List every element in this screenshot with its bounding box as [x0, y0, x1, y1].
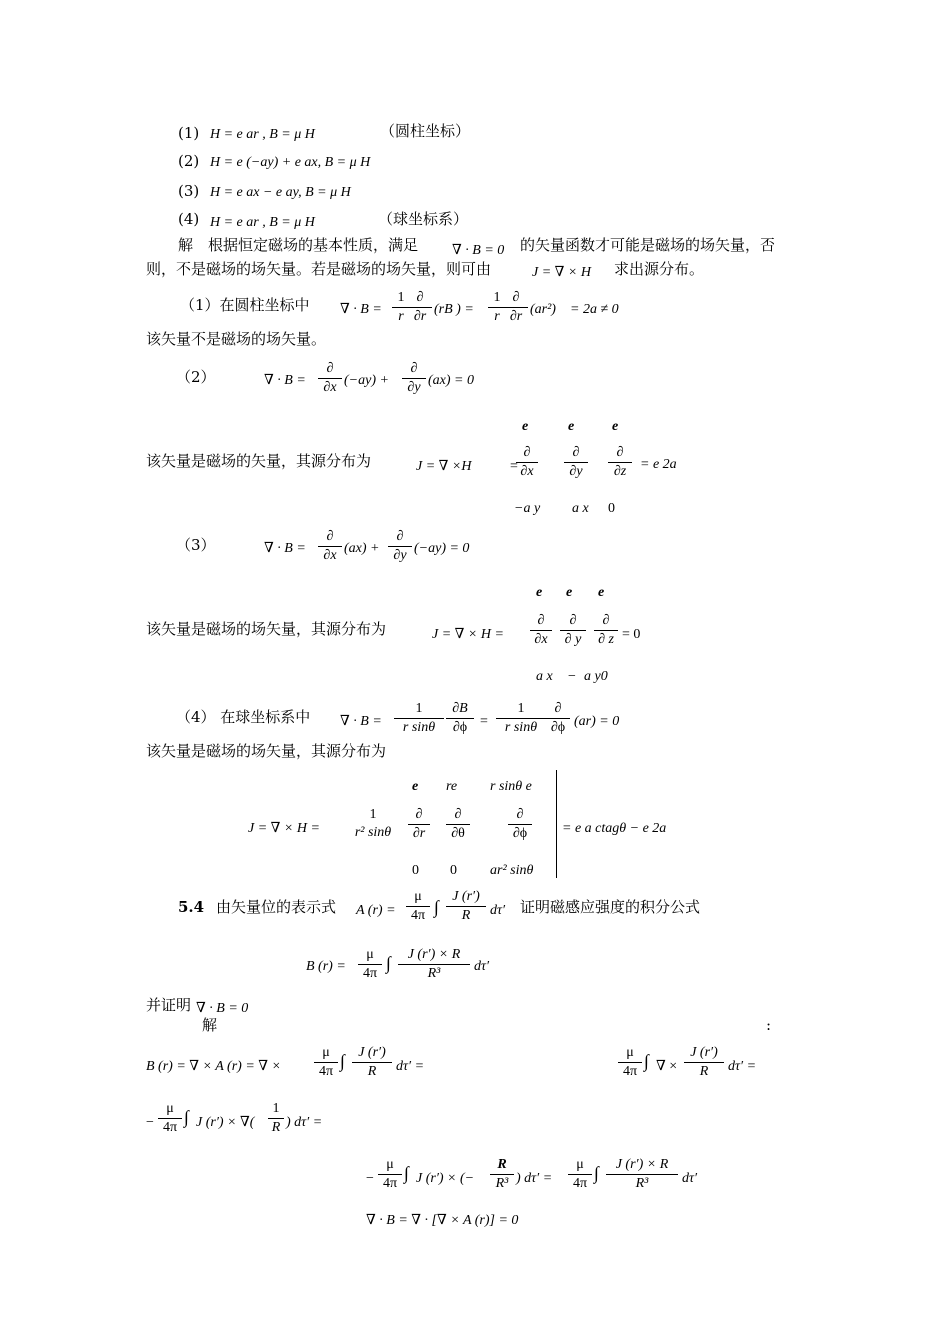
part4-d-dtheta: ∂ ∂θ	[446, 806, 470, 843]
part3-lhs: ∇ · B =	[264, 541, 306, 556]
item-1-label: (1)	[178, 124, 200, 142]
part1-term: (rB ) =	[434, 302, 474, 317]
item-2-label: (2)	[178, 152, 200, 170]
part3-row3-c1: a x	[536, 669, 553, 684]
proof-line2-nabla: ∇ ×	[656, 1059, 678, 1074]
proof-line1-frac: $\frac{J (r')}{R}$	[352, 1044, 392, 1081]
part4-d-dr: ∂ ∂r	[408, 806, 430, 843]
proof-line4-frac2: $\frac{J (r') \times R}{\text{R³}}$	[606, 1156, 678, 1193]
part2-result: = e 2a	[640, 457, 677, 472]
part2-lhs: ∇ · B =	[264, 373, 306, 388]
proof-equation: ∇ · B = 0	[196, 1001, 249, 1016]
proof-line4-J: J (r′) × (−	[416, 1171, 475, 1186]
solution-line1-equation: ∇ · B = 0	[452, 243, 505, 258]
part3-row3-c3: a y0	[584, 669, 608, 684]
proof-line2-integral: ∫	[644, 1051, 649, 1071]
item-3-equation: H = e ax − e ay, B = μ H	[210, 185, 351, 200]
part2-row3-c3: 0	[608, 501, 615, 516]
part4-prefactor: 1 r² sinθ	[354, 807, 392, 840]
part1-frac-2: ∂ ∂r	[408, 289, 432, 326]
problem-number: 5.4	[178, 898, 205, 916]
part2-ey: e	[568, 419, 575, 434]
part3-d-dy: ∂ ∂ y	[560, 612, 586, 649]
B-formula-mu: $\frac{\mu}{4\pi}$	[358, 946, 382, 983]
part3-ey: e	[566, 585, 573, 600]
part4-row1-c3: r sinθ e	[490, 779, 532, 794]
problem-text-start: 由矢量位的表示式	[216, 898, 337, 916]
part3-result: = 0	[622, 627, 641, 642]
problem-mu-over-4pi: $\frac{\mu}{4\pi}$	[406, 888, 430, 925]
problem-J-over-R: $\frac{J (r')}{R}$	[446, 888, 486, 925]
part3-label: （3）	[176, 536, 216, 554]
part4-frac-1: $\frac{1}{\text{r sinθ}}$	[394, 700, 444, 737]
part3-term1: (ax) +	[344, 541, 380, 556]
problem-dtau: dτ′	[490, 903, 506, 918]
item-4-equation: H = e ar , B = μ H	[210, 215, 315, 230]
B-formula-dtau: dτ′	[474, 959, 490, 974]
part4-d-dphi: ∂ ∂ϕ	[508, 806, 532, 843]
solution-line2-text: 则，不是磁场的场矢量。若是磁场的场矢量，则可由	[146, 260, 492, 278]
proof-line2-end: dτ′ =	[728, 1059, 757, 1074]
part1-term-2: (ar²)	[530, 302, 556, 317]
item-1-equation: H = e ar , B = μ H	[210, 127, 315, 142]
part4-label: （4） 在球坐标系中	[176, 708, 311, 726]
part4-row3-c3: ar² sinθ	[490, 863, 534, 878]
part2-frac-1: ∂ ∂x	[318, 360, 342, 397]
proof-line1-end: dτ′ =	[396, 1059, 425, 1074]
part2-term1: (−ay) +	[344, 373, 389, 388]
proof-line3-frac: $\frac{1}{R}$	[268, 1100, 284, 1137]
part1-lhs: ∇ · B =	[340, 302, 382, 317]
part3-J: J = ∇ × H =	[432, 627, 504, 642]
proof-line3-J: J (r′) × ∇(	[196, 1115, 255, 1130]
part2-frac-2: ∂ ∂y	[402, 360, 426, 397]
proof-line4-end: dτ′	[682, 1171, 698, 1186]
part4-conclusion: 该矢量是磁场的场矢量，其源分布为	[146, 742, 387, 760]
integral-sign: ∫	[434, 897, 439, 917]
part2-label: （2）	[176, 368, 216, 386]
part4-frac-4: ∂ ∂ϕ	[546, 700, 570, 737]
proof-final: ∇ · B = ∇ · [∇ × A (r)] = 0	[366, 1213, 519, 1228]
part2-d-dx: ∂ ∂x	[516, 444, 538, 481]
part2-row3-c2: a x	[572, 501, 589, 516]
proof-line4-mid: ) dτ′ =	[516, 1171, 553, 1186]
part2-J: J = ∇ ×H	[416, 459, 472, 474]
proof-line1-integral: ∫	[340, 1051, 345, 1071]
part3-d-dz: ∂ ∂ z	[594, 612, 618, 649]
part1-frac-3: $\frac{1}{r}$	[488, 289, 506, 326]
proof-text: 并证明	[146, 996, 192, 1014]
part2-d-dy: ∂ ∂y	[564, 444, 588, 481]
proof-line3-end: ) dτ′ =	[286, 1115, 323, 1130]
B-formula-lhs: B (r) =	[306, 959, 346, 974]
part4-frac-2: $\frac{\partial B}{\partial\phi}$	[446, 700, 474, 737]
part2-ex: e	[522, 419, 529, 434]
proof-line4-mu2: $\frac{\mu}{4\pi}$	[568, 1156, 592, 1193]
part3-row3-c2: −	[568, 669, 576, 684]
proof-line2-mu: $\frac{\mu}{4\pi}$	[618, 1044, 642, 1081]
part1-result: = 2a ≠ 0	[570, 302, 619, 317]
proof-line3-mu: $\frac{\mu}{4\pi}$	[158, 1100, 182, 1137]
part2-row3-c1: −a y	[514, 501, 541, 516]
part1-frac-4: ∂ ∂r	[504, 289, 528, 326]
proof-line3-integral: ∫	[184, 1107, 189, 1127]
part2-equals: =	[510, 459, 518, 474]
item-2-equation: H = e (−ay) + e ax, B = μ H	[210, 155, 371, 170]
part4-row3-c1: 0	[412, 863, 419, 878]
part4-row3-c2: 0	[450, 863, 457, 878]
part1-frac-1: $\frac{1}{r}$	[392, 289, 410, 326]
solve-label: 解	[202, 1016, 218, 1034]
proof-line1-mu: $\frac{\mu}{4\pi}$	[314, 1044, 338, 1081]
B-formula-frac: $\frac{J (r') \times R}{\text{R³}}$	[398, 946, 470, 983]
proof-line4-integral2: ∫	[594, 1163, 599, 1183]
proof-line4-integral: ∫	[404, 1163, 409, 1183]
proof-line3-minus: −	[146, 1115, 154, 1130]
solution-line2-text-end: 求出源分布。	[614, 260, 705, 278]
item-4-label: (4)	[178, 210, 200, 228]
part4-row1-c2: re	[446, 779, 458, 794]
item-3-label: (3)	[178, 182, 200, 200]
part2-term2: (ax) = 0	[428, 373, 474, 388]
part4-mid: =	[480, 714, 488, 729]
part2-conclusion: 该矢量是磁场的矢量，其源分布为	[146, 452, 372, 470]
part4-frac-3: $\frac{1}{\text{r sinθ}}$	[496, 700, 546, 737]
solution-line1-text: 解 根据恒定磁场的基本性质，满足	[178, 236, 419, 254]
part2-ez: e	[612, 419, 619, 434]
part3-frac-1: ∂ ∂x	[318, 528, 342, 565]
part4-result: = e a ctagθ − e 2a	[562, 821, 667, 836]
item-4-note: （球坐标系）	[378, 210, 469, 228]
part4-rest: (ar) = 0	[574, 714, 620, 729]
determinant-bar	[556, 770, 557, 878]
part3-term2: (−ay) = 0	[414, 541, 470, 556]
proof-line1: B (r) = ∇ × A (r) = ∇ ×	[146, 1059, 281, 1074]
proof-line2-frac: $\frac{J (r')}{R}$	[684, 1044, 724, 1081]
item-1-note: （圆柱坐标）	[380, 122, 471, 140]
part3-conclusion: 该矢量是磁场的场矢量，其源分布为	[146, 620, 387, 638]
part3-d-dx: ∂ ∂x	[530, 612, 552, 649]
solution-line1-text-end: 的矢量函数才可能是磁场的场矢量，否	[520, 236, 776, 254]
problem-text-end: 证明磁感应强度的积分公式	[520, 898, 701, 916]
part4-row1-c1: e	[412, 779, 419, 794]
solution-line2-equation: J = ∇ × H	[532, 265, 591, 280]
proof-line4-frac: $\frac{R}{\text{R³}}$	[490, 1156, 514, 1193]
part1-conclusion: 该矢量不是磁场的场矢量。	[146, 330, 327, 348]
proof-line4-minus: −	[366, 1171, 374, 1186]
part1-label: （1）在圆柱坐标中	[180, 296, 310, 314]
part2-d-dz: ∂ ∂z	[608, 444, 632, 481]
part3-frac-2: ∂ ∂y	[388, 528, 412, 565]
part3-ex: e	[536, 585, 543, 600]
part4-lhs: ∇ · B =	[340, 714, 382, 729]
problem-A-lhs: A (r) =	[356, 903, 396, 918]
solve-colon: :	[766, 1016, 772, 1034]
B-formula-integral: ∫	[386, 953, 391, 973]
proof-line4-mu: $\frac{\mu}{4\pi}$	[378, 1156, 402, 1193]
part3-ez: e	[598, 585, 605, 600]
part4-J: J = ∇ × H =	[248, 821, 320, 836]
